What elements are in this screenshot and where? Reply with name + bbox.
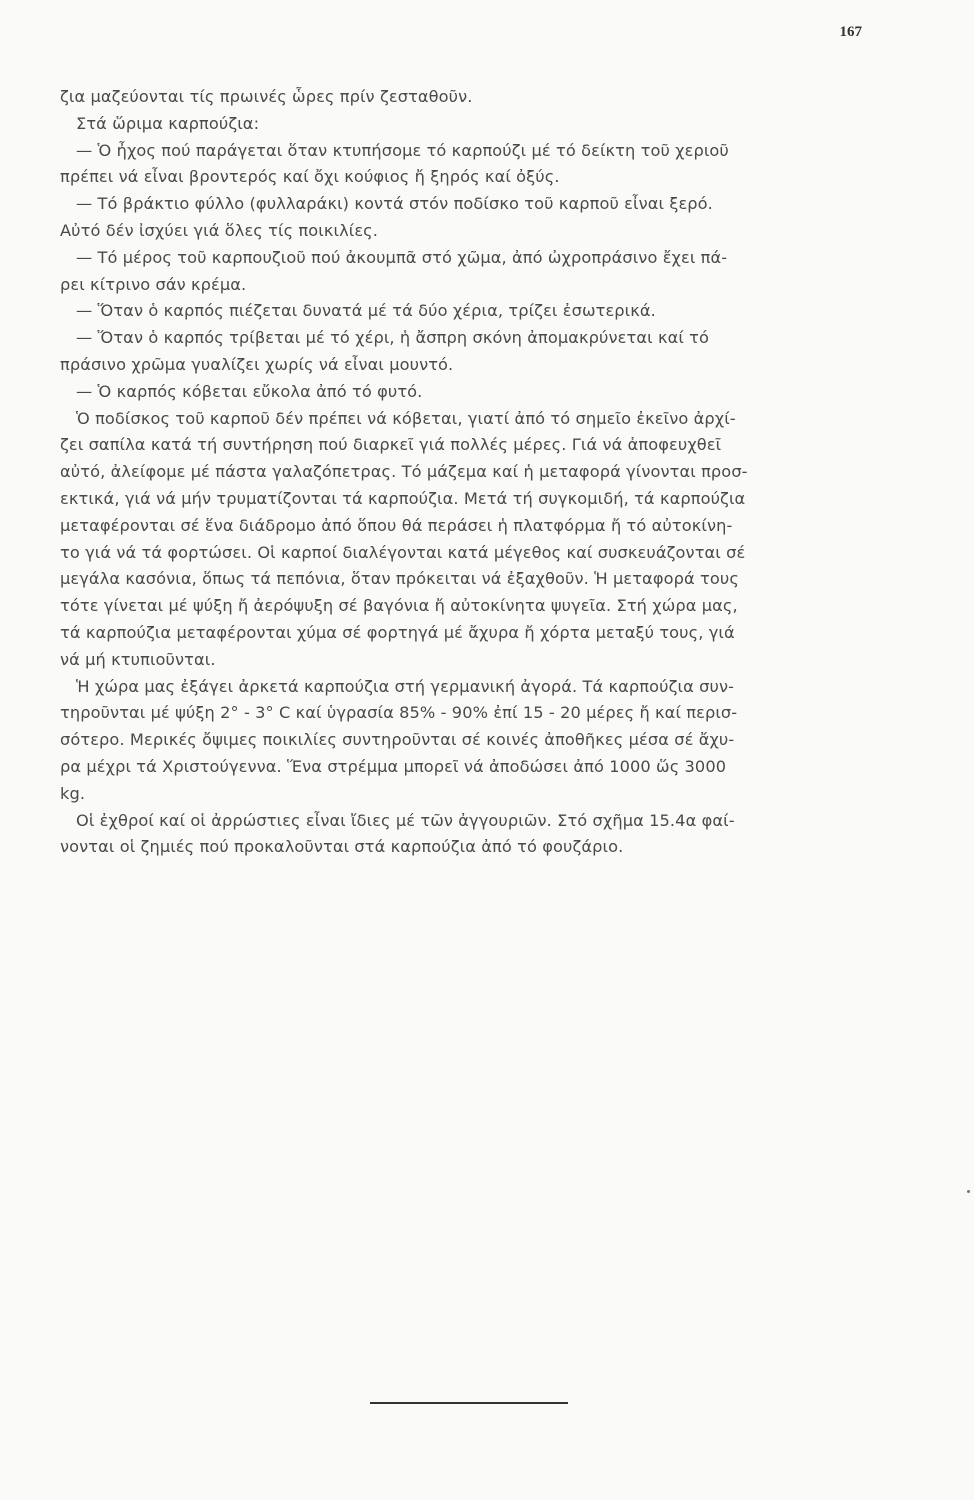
text-line: Στά ὥριμα καρπούζια: [76, 113, 260, 133]
text-line: — Ὅταν ὁ καρπός τρίβεται μέ τό χέρι, ἡ ἄσπρη σκόνη ἀπομακρύνεται καί τό [76, 328, 710, 348]
text-line: — Ὅταν ὁ καρπός πιέζεται δυνατά μέ τά δύο χέρια, τρίζει ἐσωτερικά. [76, 301, 656, 321]
scan-speck [967, 1190, 970, 1193]
end-rule [370, 1402, 568, 1404]
text-line: νονται οἱ ζημιές πού προκαλοῦνται στά καρπούζια ἀπό τό φουζάριο. [60, 837, 624, 857]
text-line: Ὁ ποδίσκος τοῦ καρποῦ δέν πρέπει νά κόβεται, γιατί ἀπό τό σημεῖο ἐκεῖνο ἀρχί- [76, 408, 736, 428]
text-line: μεταφέρονται σέ ἕνα διάδρομο ἀπό ὅπου θά περάσει ἡ πλατφόρμα ἤ τό αὐτοκίνη- [60, 515, 733, 535]
body-text [60, 84, 874, 861]
text-line: νά μή κτυπιοῦνται. [60, 649, 216, 669]
page-number: 167 [839, 24, 862, 40]
text-line: Ἡ χώρα μας ἐξάγει ἀρκετά καρπούζια στή γερμανική ἀγορά. Τά καρπούζια συν- [76, 676, 735, 696]
text-line: πρέπει νά εἶναι βροντερός καί ὄχι κούφιος ἤ ξηρός καί ὀξύς. [60, 167, 560, 187]
text-line: — Τό βράκτιο φύλλο (φυλλαράκι) κοντά στόν ποδίσκο τοῦ καρποῦ εἶναι ξερό. [76, 194, 713, 214]
text-line: — Ὁ ἦχος πού παράγεται ὅταν κτυπήσομε τό καρπούζι μέ τό δείκτη τοῦ χεριοῦ [76, 140, 729, 160]
text-line: πράσινο χρῶμα γυαλίζει χωρίς νά εἶναι μουντό. [60, 354, 454, 374]
text-line: το γιά νά τά φορτώσει. Οἱ καρποί διαλέγονται κατά μέγεθος καί συσκευάζονται σέ [60, 542, 746, 562]
text-line: Οἱ ἐχθροί καί οἱ ἀρρώστιες εἶναι ἴδιες μέ τῶν ἀγγουριῶν. Στό σχῆμα 15.4α φαί- [76, 810, 735, 830]
text-line: μεγάλα κασόνια, ὅπως τά πεπόνια, ὅταν πρόκειται νά ἐξαχθοῦν. Ἡ μεταφορά τους [60, 569, 739, 589]
text-line: Αὐτό δέν ἰσχύει γιά ὅλες τίς ποικιλίες. [60, 220, 379, 240]
text-line: ρει κίτρινο σάν κρέμα. [60, 274, 247, 294]
text-line: — Τό μέρος τοῦ καρπουζιοῦ πού ἀκουμπᾶ στό χῶμα, ἀπό ὠχροπράσινο ἔχει πά- [76, 247, 728, 267]
text-line: kg. [60, 783, 86, 803]
text-line: τά καρπούζια μεταφέρονται χύμα σέ φορτηγά μέ ἄχυρα ἤ χόρτα μεταξύ τους, γιά [60, 622, 735, 642]
text-line: ρα μέχρι τά Χριστούγεννα. Ἕνα στρέμμα μπορεῖ νά ἀποδώσει ἀπό 1000 ὥς 3000 [60, 756, 727, 776]
text-line: σότερο. Μερικές ὄψιμες ποικιλίες συντηροῦνται σέ κοινές ἀποθῆκες μέσα σέ ἄχυ- [60, 730, 735, 750]
text-line: τηροῦνται μέ ψύξη 2° - 3° C καί ὑγρασία 85% - 90% ἐπί 15 - 20 μέρες ἤ καί περισ- [60, 703, 738, 723]
text-line: τότε γίνεται μέ ψύξη ἤ ἀερόψυξη σέ βαγόνια ἤ αὐτοκίνητα ψυγεῖα. Στή χώρα μας, [60, 596, 738, 616]
text-line: ζει σαπίλα κατά τή συντήρηση πού διαρκεῖ γιά πολλές μέρες. Γιά νά ἀποφευχθεῖ [60, 435, 722, 455]
text-line: αὐτό, ἀλείφομε μέ πάστα γαλαζόπετρας. Τό μάζεμα καί ἡ μεταφορά γίνονται προσ- [60, 462, 748, 482]
text-line: — Ὁ καρπός κόβεται εὔκολα ἀπό τό φυτό. [76, 381, 423, 401]
text-line: ζια μαζεύονται τίς πρωινές ὧρες πρίν ζεσταθοῦν. [60, 87, 473, 106]
text-line: εκτικά, γιά νά μήν τρυματίζονται τά καρπούζια. Μετά τή συγκομιδή, τά καρπούζια [60, 488, 746, 508]
